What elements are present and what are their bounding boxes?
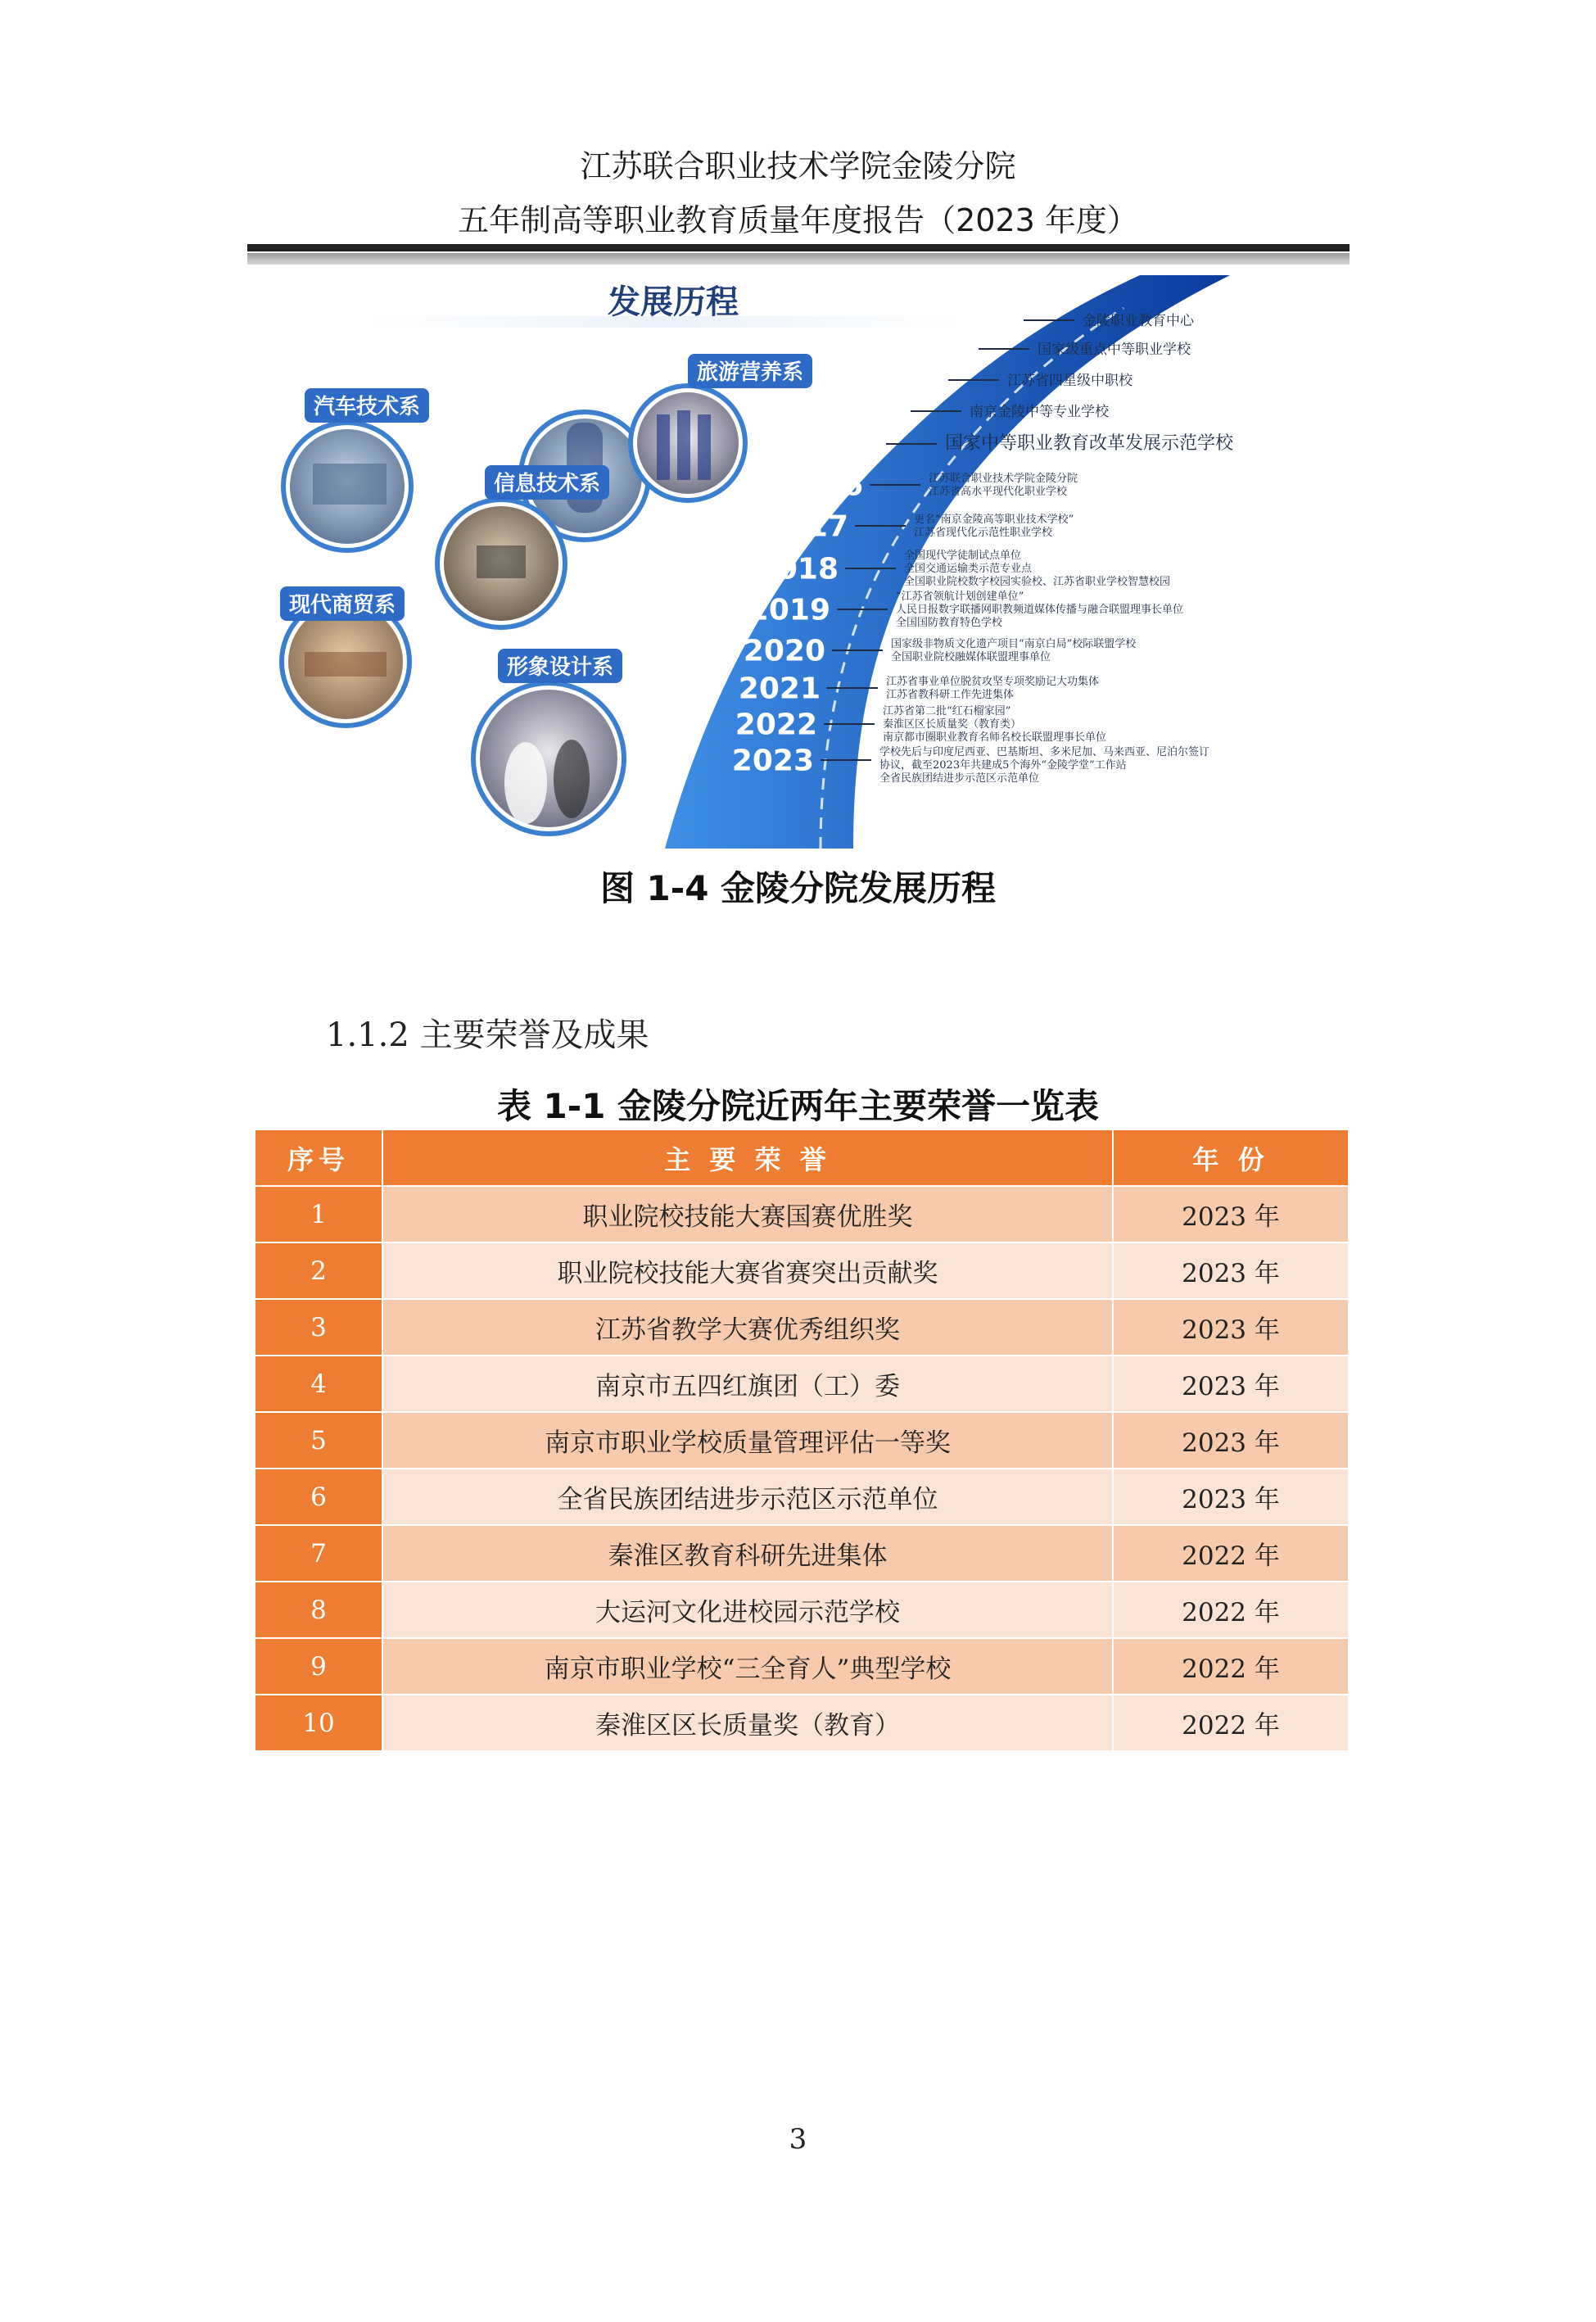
table-row xyxy=(255,1412,1349,1469)
dept-commerce xyxy=(280,586,409,726)
report-header-institution: 江苏联合职业技术学院金陵分院 xyxy=(580,148,1016,184)
honors-table-body xyxy=(255,1186,1349,1751)
cell-honor: 全省民族团结进步示范区示范单位 xyxy=(382,1469,1113,1525)
timeline-event: 江苏省四星级中职校 xyxy=(1007,373,1133,389)
page-number: 3 xyxy=(789,2123,807,2156)
dept-label-image-design: 形象设计系 xyxy=(506,655,614,680)
timeline-event: 江苏省第二批“红石榴家园” xyxy=(883,705,1011,717)
table-row xyxy=(255,1186,1349,1242)
timeline-event: 江苏省现代化示范性职业学校 xyxy=(914,527,1053,539)
timeline-year: 2000 xyxy=(930,341,972,359)
cell-honor: 南京市职业学校“三全育人”典型学校 xyxy=(382,1638,1113,1695)
table-row xyxy=(255,1582,1349,1638)
timeline-event: 国家级非物质文化遗产项目“南京白局”校际联盟学校 xyxy=(891,638,1137,650)
timeline-year: 2020 xyxy=(743,634,825,668)
dept-label-auto: 汽车技术系 xyxy=(313,395,421,419)
honors-table xyxy=(254,1129,1350,1752)
cell-honor: 南京市五四红旗团（工）委 xyxy=(382,1356,1113,1412)
cell-index: 8 xyxy=(255,1582,382,1638)
cell-index: 4 xyxy=(255,1356,382,1412)
cell-index: 5 xyxy=(255,1412,382,1469)
cell-year: 2023 年 xyxy=(1113,1299,1349,1356)
timeline-event: 国家级重点中等职业学校 xyxy=(1038,342,1191,358)
table-row xyxy=(255,1695,1349,1751)
timeline-event: 江苏省教科研工作先进集体 xyxy=(886,689,1015,701)
cell-honor: 秦淮区教育科研先进集体 xyxy=(382,1525,1113,1582)
cell-index: 3 xyxy=(255,1299,382,1356)
timeline-year: 2022 xyxy=(735,708,817,742)
timeline-event: 协议，截至2023年共建成5个海外“金陵学堂”工作站 xyxy=(879,759,1127,772)
cell-year: 2023 年 xyxy=(1113,1469,1349,1525)
cell-index: 2 xyxy=(255,1242,382,1299)
header-cell-honor: 主 要 荣 誉 xyxy=(382,1129,1113,1186)
timeline-year: 2016 xyxy=(780,468,863,503)
timeline-year: 2015 xyxy=(802,428,879,461)
timeline-year: 1999 xyxy=(975,312,1017,330)
cell-year: 2023 年 xyxy=(1113,1412,1349,1469)
timeline-event: 南京金陵中等专业学校 xyxy=(970,404,1109,420)
timeline-event: 金陵职业教育中心 xyxy=(1083,313,1194,329)
timeline-year: 2017 xyxy=(766,509,848,544)
cell-index: 7 xyxy=(255,1525,382,1582)
timeline-event: 人民日报数字联播网职教频道媒体传播与融合联盟理事长单位 xyxy=(896,604,1184,616)
timeline-event: 国家中等职业教育改革发展示范学校 xyxy=(945,433,1234,454)
cell-honor: 江苏省教学大赛优秀组织奖 xyxy=(382,1299,1113,1356)
cell-year: 2023 年 xyxy=(1113,1356,1349,1412)
cell-honor: 大运河文化进校园示范学校 xyxy=(382,1582,1113,1638)
timeline-event: “江苏省领航计划创建单位” xyxy=(896,591,1024,603)
dept-label-commerce: 现代商贸系 xyxy=(288,593,396,618)
timeline-event: 全国职业院校融媒体联盟理事单位 xyxy=(891,651,1051,663)
timeline-year: 2019 xyxy=(748,593,830,627)
section-heading: 1.1.2 主要荣誉及成果 xyxy=(326,1016,649,1054)
cell-index: 1 xyxy=(255,1186,382,1242)
timeline-event: 江苏省高水平现代化职业学校 xyxy=(929,486,1068,498)
figure-caption: 图 1-4 金陵分院发展历程 xyxy=(599,868,997,908)
cell-year: 2023 年 xyxy=(1113,1242,1349,1299)
cell-index: 6 xyxy=(255,1469,382,1525)
timeline-year: 2023 xyxy=(731,744,814,778)
timeline-event: 秦淮区区长质量奖（教育类） xyxy=(883,718,1022,731)
timeline-event: 全省民族团结进步示范区示范单位 xyxy=(879,772,1040,785)
table-row xyxy=(255,1638,1349,1695)
table-row xyxy=(255,1469,1349,1525)
cell-honor: 南京市职业学校质量管理评估一等奖 xyxy=(382,1412,1113,1469)
cell-year: 2022 年 xyxy=(1113,1638,1349,1695)
table-row xyxy=(255,1242,1349,1299)
cell-honor: 职业院校技能大赛省赛突出贡献奖 xyxy=(382,1242,1113,1299)
timeline-event: 全国现代学徒制试点单位 xyxy=(904,550,1022,562)
development-history-figure xyxy=(247,275,1350,849)
cell-year: 2022 年 xyxy=(1113,1695,1349,1751)
banner-title: 发展历程 xyxy=(608,283,739,321)
table-row xyxy=(255,1299,1349,1356)
timeline-graphic xyxy=(247,275,1350,849)
timeline-event: 全国职业院校数字校园实验校、江苏省职业学校智慧校园 xyxy=(904,576,1171,588)
table-header-row xyxy=(255,1129,1349,1186)
table-row xyxy=(255,1356,1349,1412)
header-cell-index: 序号 xyxy=(255,1129,382,1186)
timeline-event: 全国国防教育特色学校 xyxy=(896,617,1003,629)
timeline-year: 2010 xyxy=(840,397,904,425)
cell-honor: 秦淮区区长质量奖（教育） xyxy=(382,1695,1113,1751)
header-cell-year: 年 份 xyxy=(1113,1129,1349,1186)
cell-year: 2022 年 xyxy=(1113,1582,1349,1638)
timeline-event: 更名“南京金陵高等职业技术学校” xyxy=(914,514,1074,526)
report-header-title: 五年制高等职业教育质量年度报告（2023 年度） xyxy=(458,202,1138,238)
cell-index: 10 xyxy=(255,1695,382,1751)
header-divider-shadow xyxy=(247,253,1350,265)
timeline-event: 南京都市圈职业教育名师名校长联盟理事长单位 xyxy=(883,731,1107,744)
cell-honor: 职业院校技能大赛国赛优胜奖 xyxy=(382,1186,1113,1242)
cell-index: 9 xyxy=(255,1638,382,1695)
timeline-event: 江苏联合职业技术学院金陵分院 xyxy=(929,473,1078,485)
dept-label-tourism: 旅游营养系 xyxy=(696,360,804,385)
timeline-event: 学校先后与印度尼西亚、巴基斯坦、多米尼加、马来西亚、尼泊尔签订 xyxy=(879,746,1210,758)
table-title: 表 1-1 金陵分院近两年主要荣誉一览表 xyxy=(496,1086,1100,1126)
timeline-year: 2018 xyxy=(756,552,839,586)
dept-label-it: 信息技术系 xyxy=(493,472,601,496)
cell-year: 2023 年 xyxy=(1113,1186,1349,1242)
cell-year: 2022 年 xyxy=(1113,1525,1349,1582)
header-divider xyxy=(247,244,1350,251)
timeline-year: 2008 xyxy=(887,369,942,392)
table-row xyxy=(255,1525,1349,1582)
timeline-event: 江苏省事业单位脱贫攻坚专项奖励记大功集体 xyxy=(886,676,1100,688)
timeline-year: 2021 xyxy=(738,672,821,706)
timeline-event: 全国交通运输类示范专业点 xyxy=(904,563,1033,575)
